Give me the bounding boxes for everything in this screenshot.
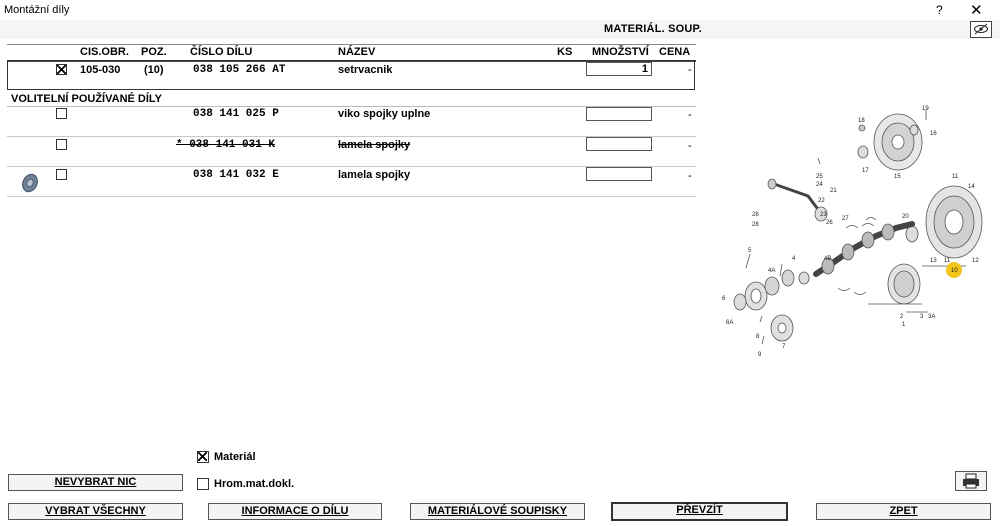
- svg-text:20: 20: [902, 214, 909, 220]
- svg-text:14: 14: [968, 184, 975, 190]
- svg-text:25: 25: [816, 174, 823, 180]
- select-all-button[interactable]: VYBRAT VŠECHNY: [8, 503, 183, 520]
- toggle-visibility-button[interactable]: [970, 21, 992, 38]
- print-button[interactable]: [955, 471, 987, 491]
- header-caption: MATERIÁL. SOUP.: [604, 23, 702, 35]
- engine-parts-diagram[interactable]: [716, 100, 994, 362]
- svg-text:4B: 4B: [824, 256, 832, 262]
- svg-text:24: 24: [816, 182, 823, 188]
- back-button[interactable]: ZPET: [816, 503, 991, 520]
- svg-text:28: 28: [752, 222, 759, 228]
- part-info-button[interactable]: INFORMACE O DÍLU: [208, 503, 382, 520]
- optional-part-checkbox-3[interactable]: [56, 169, 67, 180]
- svg-text:13: 13: [930, 258, 937, 264]
- optional-part-number-1: 038 141 025 P: [193, 108, 279, 120]
- svg-text:23: 23: [820, 212, 827, 218]
- col-cena[interactable]: CENA: [659, 46, 691, 58]
- col-ks[interactable]: KS: [557, 46, 573, 58]
- selected-part-name: setrvacnik: [338, 64, 393, 76]
- svg-text:16: 16: [930, 131, 937, 137]
- optional-part-number-3: 038 141 032 E: [193, 169, 279, 181]
- optional-quantity-input-1[interactable]: [586, 107, 652, 121]
- svg-text:8: 8: [756, 334, 760, 340]
- col-nazev[interactable]: NÁZEV: [338, 46, 376, 58]
- optional-part-checkbox-1[interactable]: [56, 108, 67, 119]
- svg-text:19: 19: [922, 106, 929, 112]
- title-bar: [0, 0, 1000, 20]
- clutch-disc-thumbnail[interactable]: [20, 172, 40, 194]
- accept-button[interactable]: PŘEVZÍT: [611, 502, 788, 521]
- svg-text:21: 21: [830, 188, 837, 194]
- svg-text:18: 18: [858, 118, 865, 124]
- svg-text:5: 5: [748, 248, 752, 254]
- svg-text:26: 26: [826, 220, 833, 226]
- material-label[interactable]: Materiál: [214, 451, 256, 463]
- optional-price-3: -: [688, 170, 692, 182]
- svg-text:4A: 4A: [768, 268, 776, 274]
- window-title: Montážní díly: [4, 4, 70, 16]
- svg-text:1: 1: [902, 322, 906, 328]
- optional-quantity-input-3[interactable]: [586, 167, 652, 181]
- selected-cis-obr: 105-030: [80, 64, 121, 76]
- optional-parts-section: [7, 92, 696, 107]
- row-divider: [7, 196, 696, 197]
- material-lists-button[interactable]: MATERIÁLOVÉ SOUPISKY: [410, 503, 585, 520]
- selected-quantity-input[interactable]: 1: [586, 62, 652, 76]
- svg-text:12: 12: [972, 258, 979, 264]
- selected-part-checkbox[interactable]: [56, 64, 67, 75]
- svg-text:3A: 3A: [928, 314, 936, 320]
- svg-text:11: 11: [952, 174, 959, 180]
- selected-price: -: [688, 64, 692, 76]
- optional-section-title: VOLITELNÍ POUŽÍVANÉ DÍLY: [11, 93, 162, 105]
- optional-part-name-2: lamela spojky: [338, 139, 411, 151]
- svg-text:10: 10: [951, 268, 958, 274]
- hrom-mat-dokl-label[interactable]: Hrom.mat.dokl.: [214, 478, 295, 490]
- col-cis-obr[interactable]: CIS.OBR.: [80, 46, 129, 58]
- help-button[interactable]: ?: [936, 3, 943, 17]
- hrom-mat-dokl-checkbox[interactable]: [197, 478, 209, 490]
- close-button[interactable]: ✕: [970, 2, 983, 19]
- svg-text:22: 22: [818, 198, 825, 204]
- svg-text:17: 17: [862, 168, 869, 174]
- svg-text:28: 28: [752, 212, 759, 218]
- col-poz[interactable]: POZ.: [141, 46, 167, 58]
- optional-price-2: -: [688, 140, 692, 152]
- svg-text:6A: 6A: [726, 320, 734, 326]
- optional-quantity-input-2[interactable]: [586, 137, 652, 151]
- printer-icon: [956, 472, 986, 490]
- optional-part-name-3: lamela spojky: [338, 169, 411, 181]
- svg-text:4: 4: [792, 256, 796, 262]
- optional-part-number-2: * 038 141 031 K: [176, 139, 276, 151]
- svg-text:3: 3: [920, 314, 924, 320]
- selected-part-number: 038 105 266 AT: [193, 64, 286, 76]
- selected-poz: (10): [144, 64, 164, 76]
- svg-text:11: 11: [944, 258, 951, 264]
- col-cislo-dilu[interactable]: ČÍSLO DÍLU: [190, 46, 253, 58]
- svg-text:7: 7: [782, 344, 786, 350]
- svg-text:9: 9: [758, 352, 762, 358]
- deselect-all-button[interactable]: NEVYBRAT NIC: [8, 474, 183, 491]
- svg-text:15: 15: [894, 174, 901, 180]
- optional-price-1: -: [688, 109, 692, 121]
- optional-part-checkbox-2[interactable]: [56, 139, 67, 150]
- header-band: [0, 20, 1000, 39]
- material-checkbox[interactable]: [197, 451, 209, 463]
- svg-text:27: 27: [842, 216, 849, 222]
- svg-text:6: 6: [722, 296, 726, 302]
- eye-slash-icon: [973, 23, 989, 35]
- svg-text:2: 2: [900, 314, 904, 320]
- col-mnozstvi[interactable]: MNOŽSTVÍ: [592, 46, 649, 58]
- optional-part-name-1: viko spojky uplne: [338, 108, 431, 120]
